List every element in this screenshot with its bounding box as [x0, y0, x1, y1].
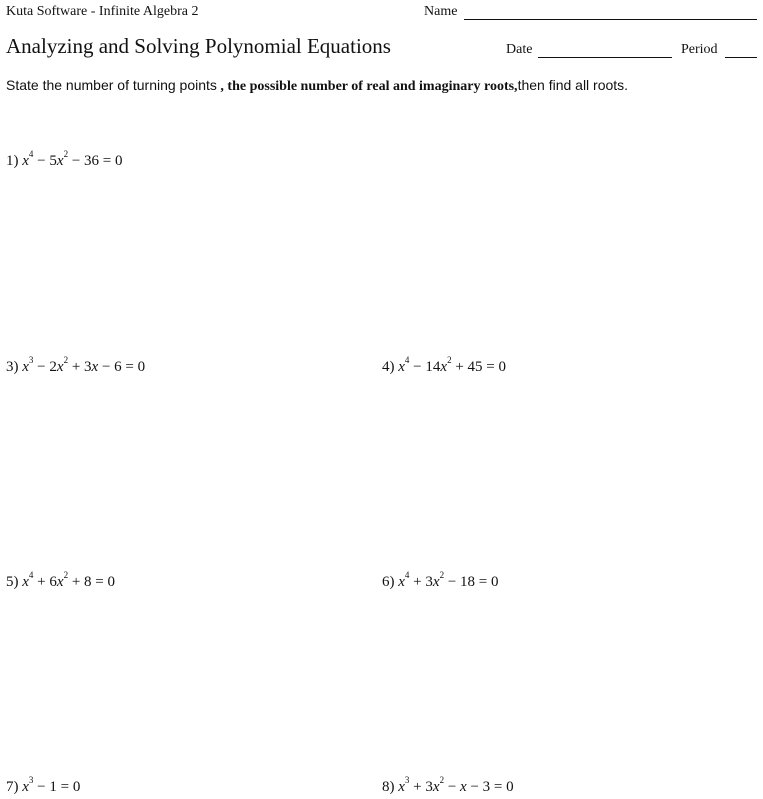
- exponent: 2: [63, 355, 69, 365]
- instructions-part-3: then find all roots.: [517, 77, 629, 93]
- period-line: [725, 57, 757, 58]
- exponent: 2: [439, 570, 445, 580]
- equation-term: + 3: [409, 574, 433, 590]
- instructions: [6, 77, 628, 95]
- exponent: 2: [447, 355, 452, 365]
- worksheet-title: Analyzing and Solving Polynomial Equations: [6, 34, 391, 58]
- variable: x: [56, 153, 64, 169]
- exponent: 3: [404, 775, 410, 785]
- problem-number: 1): [6, 153, 19, 169]
- variable: x: [22, 359, 29, 375]
- variable: x: [440, 359, 448, 375]
- problem-5: [6, 572, 115, 591]
- equation-term: − 18 = 0: [444, 574, 499, 590]
- equation-term: − 3 = 0: [466, 779, 514, 795]
- equation: [22, 149, 123, 169]
- variable: x: [56, 359, 64, 375]
- equation-term: − 6 = 0: [98, 359, 146, 375]
- name-line: [464, 19, 757, 20]
- equation-term: + 3: [68, 359, 92, 375]
- problem-number: 5): [6, 574, 19, 590]
- software-header: Kuta Software - Infinite Algebra 2: [6, 4, 199, 19]
- instructions-part-1: State the number of turning points: [6, 77, 217, 93]
- problem-number: 7): [6, 779, 19, 795]
- variable: x: [398, 779, 405, 795]
- exponent: 2: [439, 775, 445, 785]
- name-label: Name: [424, 4, 458, 19]
- variable: x: [398, 359, 405, 375]
- equation: [398, 570, 499, 590]
- problem-number: 3): [6, 359, 19, 375]
- exponent: 4: [28, 570, 34, 580]
- equation-term: + 3: [409, 779, 433, 795]
- equation-term: + 8 = 0: [68, 574, 115, 590]
- problem-1: [6, 151, 122, 170]
- equation-term: − 14: [409, 359, 441, 375]
- exponent: 2: [63, 149, 69, 159]
- variable: x: [22, 779, 29, 795]
- equation: [22, 570, 115, 590]
- equation-term: + 45 = 0: [451, 359, 506, 375]
- problem-8: [382, 777, 514, 796]
- equation-term: − 1 = 0: [33, 779, 81, 795]
- problem-number: 8): [382, 779, 395, 795]
- period-label: Period: [681, 42, 718, 57]
- equation-term: − 2: [33, 359, 57, 375]
- variable: x: [22, 153, 29, 169]
- exponent: 2: [63, 570, 69, 580]
- exponent: 4: [404, 355, 410, 365]
- problem-4: [382, 357, 506, 376]
- exponent: 4: [28, 149, 34, 159]
- problem-7: [6, 777, 80, 796]
- problem-6: [382, 572, 498, 591]
- equation-term: + 6: [33, 574, 57, 590]
- equation: [398, 775, 514, 795]
- date-label: Date: [506, 42, 533, 57]
- problem-number: 4): [382, 359, 395, 375]
- exponent: 4: [404, 570, 410, 580]
- date-line: [538, 57, 672, 58]
- equation-term: − 36 = 0: [68, 153, 123, 169]
- variable: x: [432, 779, 440, 795]
- instructions-part-2: , the possible number of real and imaginary roots,: [220, 79, 518, 94]
- equation: [398, 355, 506, 375]
- variable: x: [460, 779, 467, 795]
- exponent: 3: [28, 355, 34, 365]
- problem-number: 6): [382, 574, 395, 590]
- variable: x: [22, 574, 29, 590]
- variable: x: [432, 574, 440, 590]
- problem-3: [6, 357, 145, 376]
- equation-term: −: [444, 779, 461, 795]
- equation: [22, 355, 146, 375]
- variable: x: [398, 574, 405, 590]
- variable: x: [91, 359, 99, 375]
- equation: [22, 775, 81, 795]
- variable: x: [56, 574, 64, 590]
- equation-term: − 5: [33, 153, 57, 169]
- exponent: 3: [28, 775, 34, 785]
